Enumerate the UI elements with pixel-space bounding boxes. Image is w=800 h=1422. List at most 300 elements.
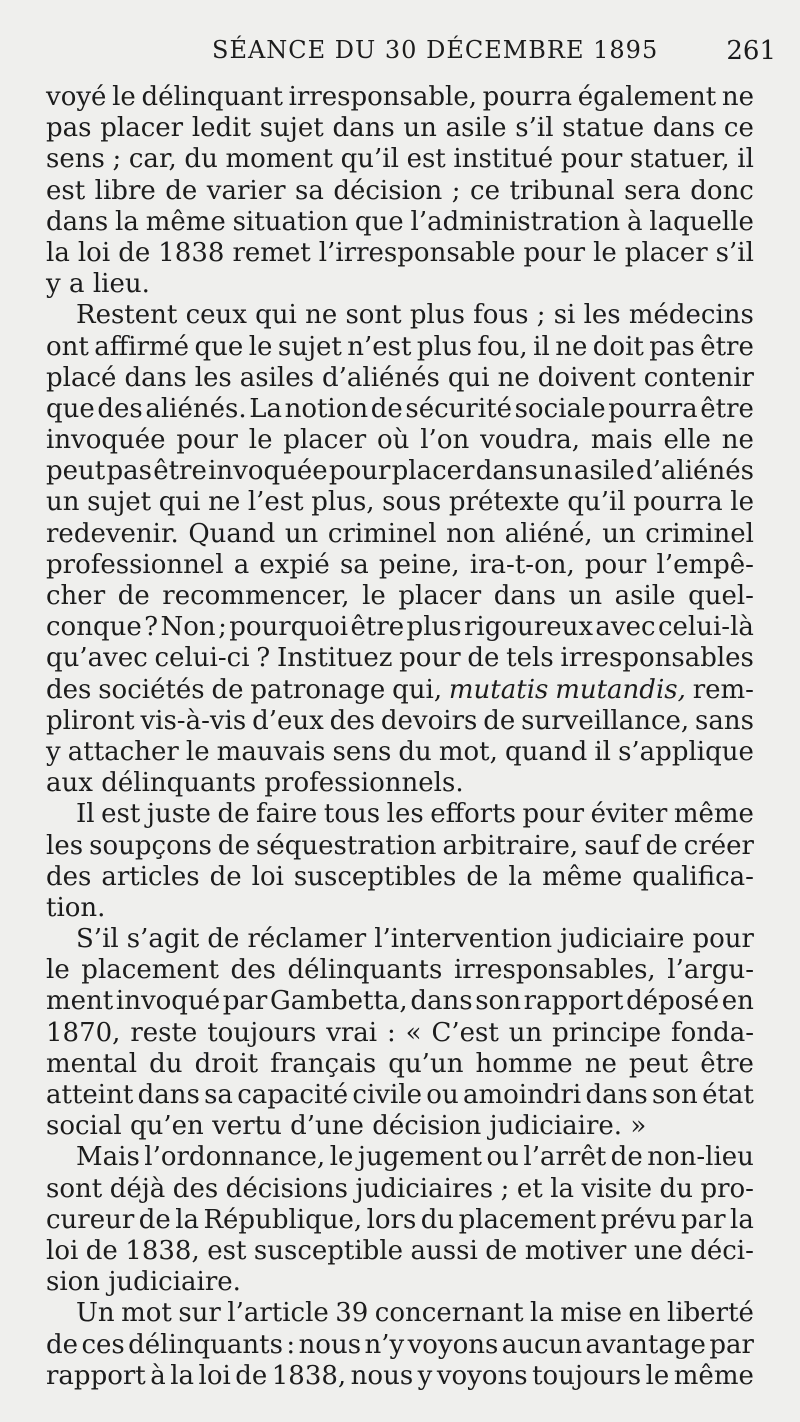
word: fonda- bbox=[671, 1017, 754, 1048]
word: éviter bbox=[590, 799, 668, 830]
text-line bbox=[46, 1205, 754, 1236]
word: ne bbox=[497, 362, 530, 393]
word: décision bbox=[333, 175, 443, 206]
word: de bbox=[370, 393, 403, 424]
word: 39 bbox=[335, 1298, 369, 1329]
word: mauvais bbox=[216, 736, 326, 767]
word: criminel bbox=[327, 518, 437, 549]
word: sociétés bbox=[98, 674, 205, 705]
word: ; bbox=[536, 300, 546, 331]
word: de bbox=[235, 1360, 268, 1391]
word: ledit bbox=[191, 113, 251, 144]
word: d’aliénés bbox=[636, 456, 754, 487]
word: amoindri bbox=[462, 1080, 582, 1110]
word: droit bbox=[194, 1048, 259, 1079]
word: dans bbox=[475, 456, 538, 487]
word: délinquants bbox=[128, 1329, 283, 1360]
text-line bbox=[46, 487, 754, 518]
word: s’applique bbox=[618, 736, 754, 767]
word: remet bbox=[232, 237, 311, 268]
text-line bbox=[46, 1142, 754, 1173]
word: du bbox=[398, 736, 432, 767]
word: est bbox=[406, 144, 446, 175]
text-line bbox=[46, 363, 754, 394]
word: s’il bbox=[515, 113, 554, 144]
word: les bbox=[386, 799, 424, 830]
word: à bbox=[150, 1360, 166, 1391]
word: ne bbox=[208, 487, 241, 518]
word: la bbox=[175, 1204, 200, 1235]
word: du bbox=[420, 1204, 455, 1235]
word: 1838, bbox=[271, 1360, 347, 1391]
word: rapport bbox=[46, 1360, 146, 1391]
word: de bbox=[46, 1329, 79, 1360]
word: plus bbox=[416, 331, 472, 362]
word: des bbox=[46, 674, 92, 705]
word: soupçons bbox=[89, 830, 212, 861]
word: il bbox=[737, 144, 754, 175]
word: de bbox=[117, 581, 150, 611]
word: homme bbox=[475, 1048, 573, 1079]
word: son bbox=[475, 986, 521, 1017]
word: de bbox=[610, 1142, 643, 1173]
word: de bbox=[467, 643, 500, 674]
text-line bbox=[46, 332, 754, 363]
word: S’il bbox=[76, 924, 119, 955]
word: qu’avec bbox=[46, 643, 148, 674]
word: à bbox=[626, 206, 643, 237]
word: qu’il bbox=[340, 144, 399, 175]
word: libre bbox=[94, 175, 156, 206]
word: ne bbox=[721, 82, 754, 112]
word: reste bbox=[130, 1017, 198, 1048]
word: mot, bbox=[438, 736, 498, 767]
word: ne bbox=[305, 300, 338, 331]
word: est bbox=[207, 1235, 247, 1266]
word: institué bbox=[453, 144, 554, 175]
word: le bbox=[112, 82, 136, 112]
word: pas bbox=[106, 456, 152, 487]
word: un bbox=[568, 581, 603, 611]
word: statue bbox=[562, 113, 645, 144]
word: judiciaire bbox=[560, 924, 685, 955]
word: sujet bbox=[87, 487, 152, 518]
text-line bbox=[46, 1267, 754, 1298]
word: la bbox=[115, 206, 139, 237]
text-line bbox=[46, 612, 754, 643]
word: doit bbox=[592, 331, 644, 362]
word: séquestration bbox=[256, 830, 437, 861]
word: pour bbox=[584, 549, 647, 580]
word: La bbox=[249, 393, 282, 424]
word: qui bbox=[158, 487, 201, 518]
word: délinquants bbox=[101, 768, 257, 799]
word: placer bbox=[391, 456, 475, 487]
word: sens bbox=[46, 144, 105, 175]
word: les bbox=[46, 830, 84, 861]
word: si bbox=[553, 300, 576, 331]
word: dans bbox=[410, 986, 473, 1017]
word: invoquée bbox=[46, 425, 166, 456]
word: pour bbox=[176, 425, 238, 456]
word: donc bbox=[690, 175, 754, 206]
text-line bbox=[46, 1049, 754, 1080]
word: civile bbox=[352, 1080, 423, 1110]
word: est bbox=[46, 175, 86, 206]
word: de bbox=[485, 1235, 518, 1266]
italic-word: mutatis bbox=[448, 674, 549, 705]
word: mise bbox=[560, 1298, 622, 1329]
word: sont bbox=[46, 1173, 103, 1204]
text-line bbox=[46, 550, 754, 581]
word: dans bbox=[493, 581, 557, 611]
word: le bbox=[185, 736, 210, 767]
word: placer bbox=[624, 237, 708, 268]
word: il bbox=[594, 736, 611, 767]
word: d’eux bbox=[252, 705, 324, 736]
word: créer bbox=[683, 830, 754, 861]
running-head: SÉANCE DU 30 DÉCEMBRE 1895 bbox=[212, 36, 659, 64]
word: moment bbox=[225, 144, 333, 175]
word: principe bbox=[552, 1017, 662, 1048]
word: République, bbox=[203, 1204, 363, 1235]
word: que bbox=[46, 393, 95, 424]
text-line bbox=[46, 238, 754, 269]
page-header bbox=[0, 36, 800, 72]
word: tous bbox=[323, 799, 381, 830]
word: pas bbox=[649, 331, 695, 362]
word: placer bbox=[283, 425, 367, 456]
text-line bbox=[46, 269, 754, 300]
text-line bbox=[46, 1174, 754, 1205]
word: délinquants bbox=[287, 955, 443, 986]
text-line bbox=[46, 893, 754, 924]
word: sujet bbox=[277, 331, 342, 362]
word: ; bbox=[500, 1173, 510, 1204]
word: situation bbox=[232, 206, 349, 237]
word: pas bbox=[46, 113, 92, 144]
text-line bbox=[46, 643, 754, 674]
word: voyons bbox=[436, 1360, 528, 1391]
word: des bbox=[329, 705, 376, 736]
word: fous bbox=[473, 300, 529, 331]
word: plus bbox=[406, 612, 462, 643]
word: tribunal bbox=[509, 175, 615, 206]
word: pour bbox=[692, 924, 754, 955]
word: judiciaires bbox=[355, 1173, 494, 1204]
word: pour bbox=[328, 456, 391, 487]
word: ira-t-on, bbox=[469, 549, 575, 580]
word: du bbox=[149, 1048, 183, 1079]
word: statuer, bbox=[629, 144, 730, 175]
word: Instituez bbox=[277, 643, 393, 674]
word: réclamer bbox=[247, 924, 367, 955]
text-line bbox=[46, 1361, 754, 1392]
word: ? bbox=[256, 643, 271, 674]
word: capacité bbox=[237, 1080, 349, 1110]
word: ou bbox=[426, 1080, 459, 1110]
word: être bbox=[350, 612, 405, 643]
word: atteint bbox=[46, 1080, 134, 1110]
word: sera bbox=[624, 175, 681, 206]
word: aux bbox=[46, 768, 93, 799]
word: le bbox=[593, 237, 617, 268]
word: un bbox=[602, 518, 636, 549]
word: sur bbox=[178, 1298, 221, 1329]
word: dans bbox=[46, 206, 109, 237]
word: sens bbox=[332, 736, 392, 767]
text-line bbox=[46, 924, 754, 955]
word: y bbox=[46, 736, 61, 767]
word: en bbox=[628, 1298, 661, 1329]
word: voyé bbox=[46, 82, 107, 112]
word: voyons bbox=[407, 1329, 499, 1360]
word: la bbox=[550, 1173, 575, 1204]
word: irresponsables, bbox=[453, 955, 656, 986]
word: invoquée bbox=[208, 456, 328, 487]
word: le bbox=[645, 1360, 670, 1391]
word: l’on bbox=[420, 425, 470, 456]
word: un bbox=[508, 1017, 543, 1048]
word: n’y bbox=[364, 1329, 405, 1360]
word: faire bbox=[256, 799, 318, 830]
word: Un bbox=[76, 1298, 115, 1329]
word: de bbox=[118, 237, 151, 268]
word: l’article bbox=[227, 1298, 329, 1329]
word: déjà bbox=[109, 1173, 166, 1204]
word: elle bbox=[663, 425, 711, 456]
word: les bbox=[194, 362, 232, 393]
word: Mais bbox=[76, 1142, 140, 1173]
word: de bbox=[138, 1204, 171, 1235]
word: même bbox=[145, 206, 226, 237]
word: judiciaire. bbox=[108, 1267, 241, 1298]
word: placé bbox=[46, 362, 117, 393]
word: ce bbox=[723, 113, 754, 144]
word: visite bbox=[581, 1173, 653, 1204]
word: pour bbox=[560, 144, 623, 175]
word: articles bbox=[101, 861, 200, 892]
word: peine, bbox=[378, 549, 460, 580]
word: s’agit bbox=[126, 924, 200, 955]
word: irresponsables bbox=[560, 643, 754, 674]
word: des bbox=[230, 955, 276, 986]
text-line bbox=[46, 176, 754, 207]
text-line bbox=[46, 581, 754, 612]
word: cher bbox=[46, 581, 106, 611]
word: sujet bbox=[259, 113, 324, 144]
word: avec bbox=[595, 612, 656, 643]
word: Restent bbox=[76, 300, 178, 331]
word: décisions bbox=[225, 1173, 348, 1204]
word: un bbox=[284, 518, 319, 549]
word: loi bbox=[77, 237, 111, 268]
word: l’administration bbox=[410, 206, 621, 237]
text-line bbox=[46, 519, 754, 550]
word: qui bbox=[447, 362, 490, 393]
word: Gambetta, bbox=[270, 986, 408, 1017]
word: lors bbox=[366, 1204, 417, 1235]
word: de bbox=[85, 1235, 118, 1266]
word: jugement bbox=[357, 1142, 482, 1173]
word: de bbox=[645, 830, 678, 861]
word: ; bbox=[112, 144, 122, 175]
word: sa bbox=[204, 1080, 233, 1110]
word: être bbox=[153, 456, 207, 487]
word: de bbox=[209, 861, 242, 892]
text-line bbox=[46, 831, 754, 862]
text-line bbox=[46, 1080, 754, 1111]
word: pro- bbox=[700, 1173, 754, 1204]
word: l’argu- bbox=[667, 955, 754, 986]
word: un bbox=[46, 487, 80, 518]
word: le bbox=[362, 581, 386, 611]
word: vertu bbox=[212, 1111, 282, 1142]
word: dans bbox=[652, 113, 716, 144]
text-line bbox=[46, 1330, 754, 1361]
word: Quand bbox=[188, 518, 276, 549]
word: rigoureux bbox=[464, 612, 594, 643]
word: de bbox=[466, 861, 499, 892]
word: l’ordonnance, bbox=[144, 1142, 326, 1173]
word: d’une bbox=[290, 1111, 364, 1142]
word: aliéné, bbox=[504, 518, 593, 549]
word: être bbox=[700, 331, 754, 362]
word: nous bbox=[298, 1329, 362, 1360]
word: tels bbox=[506, 643, 554, 674]
word: concernant bbox=[374, 1298, 524, 1329]
word: ; bbox=[218, 612, 227, 643]
word: rem- bbox=[692, 674, 754, 705]
word: ne bbox=[584, 1048, 617, 1079]
word: sécurité bbox=[405, 393, 512, 424]
word: y bbox=[46, 269, 61, 300]
word: que bbox=[194, 331, 244, 362]
word: un bbox=[403, 113, 437, 144]
word: laquelle bbox=[649, 206, 754, 237]
word: même bbox=[542, 861, 623, 892]
word: ; bbox=[451, 175, 461, 206]
word: non bbox=[446, 518, 496, 549]
text-line bbox=[46, 1298, 754, 1329]
word: surveillance, bbox=[521, 705, 690, 736]
word: ? bbox=[144, 612, 159, 643]
word: sion bbox=[46, 1267, 101, 1298]
word: par bbox=[681, 1204, 726, 1235]
word: asile bbox=[445, 113, 507, 144]
word: social bbox=[46, 1111, 122, 1142]
word: loi bbox=[198, 1360, 231, 1391]
word: des bbox=[97, 393, 143, 424]
text-line bbox=[46, 737, 754, 768]
word: également bbox=[577, 82, 717, 112]
text-line bbox=[46, 1236, 754, 1267]
word: 1870, bbox=[46, 1017, 121, 1048]
word: qu’un bbox=[388, 1048, 464, 1079]
word: y bbox=[417, 1360, 433, 1391]
word: car, bbox=[128, 144, 177, 175]
word: par bbox=[709, 1329, 754, 1360]
word: patronage bbox=[250, 674, 386, 705]
word: des bbox=[46, 861, 92, 892]
word: en bbox=[721, 986, 754, 1017]
word: de bbox=[483, 705, 516, 736]
word: la bbox=[530, 1298, 554, 1329]
word: asiles bbox=[239, 362, 314, 393]
word: ceux bbox=[185, 300, 247, 331]
word: expié bbox=[259, 549, 330, 580]
word: la bbox=[170, 1360, 195, 1391]
word: français bbox=[270, 1048, 377, 1079]
word: pliront bbox=[46, 705, 135, 736]
word: 1838 bbox=[158, 237, 225, 268]
word: arbitraire, bbox=[442, 830, 579, 861]
word: par bbox=[222, 986, 268, 1017]
word: motiver bbox=[524, 1235, 627, 1266]
word: nous bbox=[350, 1360, 414, 1391]
word: ce bbox=[470, 175, 500, 206]
word: vis-à-vis bbox=[140, 705, 247, 736]
word: avantage bbox=[585, 1329, 706, 1360]
word: aliénés. bbox=[145, 393, 247, 424]
word: varier bbox=[206, 175, 286, 206]
word: de bbox=[211, 674, 244, 705]
word: médecins bbox=[628, 300, 754, 331]
word: sociale bbox=[514, 393, 606, 424]
word: ont bbox=[46, 331, 89, 362]
word: prétexte bbox=[448, 487, 560, 518]
word: la bbox=[46, 237, 70, 268]
word: de bbox=[207, 924, 240, 955]
text-line bbox=[46, 768, 754, 799]
text-line bbox=[46, 675, 754, 706]
word: qu’il bbox=[567, 487, 626, 518]
word: attacher bbox=[67, 736, 179, 767]
word: pourra bbox=[633, 487, 723, 518]
word: prévu bbox=[600, 1204, 677, 1235]
word: ment bbox=[46, 986, 114, 1017]
word: susceptible bbox=[253, 1235, 404, 1266]
word: déci- bbox=[690, 1235, 754, 1266]
word: « bbox=[405, 1017, 422, 1048]
word: l’est bbox=[247, 487, 304, 518]
word: sauf bbox=[584, 830, 640, 861]
word: son bbox=[652, 1080, 698, 1110]
word: voudra, bbox=[480, 425, 580, 456]
word: redevenir. bbox=[46, 518, 179, 549]
word: un bbox=[539, 456, 573, 487]
word: fou, bbox=[477, 331, 528, 362]
word: 1838, bbox=[125, 1235, 200, 1266]
word: ces bbox=[81, 1329, 125, 1360]
word: placement bbox=[458, 1204, 597, 1235]
word: qu’en bbox=[130, 1111, 204, 1142]
word: l’empê- bbox=[656, 549, 754, 580]
word: s’il bbox=[715, 237, 754, 268]
word: état bbox=[702, 1080, 754, 1110]
word: placer bbox=[398, 581, 482, 611]
word: le bbox=[730, 487, 754, 518]
word: criminel bbox=[645, 518, 754, 549]
word: sont bbox=[345, 300, 402, 331]
word: pourra bbox=[608, 393, 698, 424]
word: dans bbox=[137, 1080, 200, 1110]
word: non-lieu bbox=[647, 1142, 754, 1173]
page-number: 261 bbox=[726, 36, 776, 66]
word: : bbox=[286, 1329, 296, 1360]
word: plus, bbox=[311, 487, 375, 518]
word: de bbox=[217, 799, 250, 830]
